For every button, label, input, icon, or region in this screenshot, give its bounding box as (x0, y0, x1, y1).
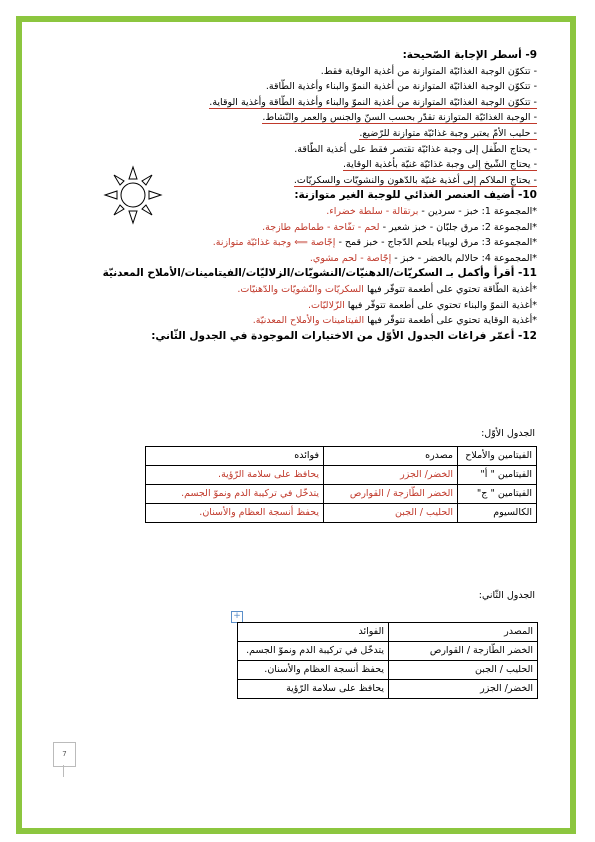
answer-cell: يتدخّل في تركيبة الدم ونموّ الجسم. (146, 485, 324, 504)
completion-line: *أغذية النموّ والبناء تحتوي على أطعمة تتوفّر فيها الزّلاليّات. (307, 299, 537, 311)
table-1 (145, 446, 537, 523)
header-cell: مصدره (324, 447, 458, 466)
table-row (238, 680, 538, 699)
answer-cell: يحفظ أنسجة العظام والأسنان. (146, 504, 324, 523)
group-answer: لحم - تفّاحة - طماطم طازجة. (262, 221, 380, 233)
section-9-title: 9- أسطر الإجابة الصّحيحة: (402, 49, 537, 61)
table-row (146, 485, 537, 504)
table-2 (237, 622, 538, 699)
header-cell: المصدر (389, 623, 538, 642)
table-cell: يتدخّل في تركيبة الدم ونموّ الجسم. (238, 642, 389, 661)
completion-line: *أغذية الطّاقة تحتوي على أطعمة تتوفّر فيها السكريّات والنّشويّات والدّهنيّات. (237, 283, 537, 295)
group-line: *المجموعة 1: خبز - سردين - برتقالة - سلطة خضراء. (326, 205, 537, 217)
table-cell: الفيتامين " ج" (458, 485, 537, 504)
section-11-title: 11- أقرأ وأكمل بـ السكريّات/الدهنيّات/النشويّات/الزلاليّات/الفيتامينات/الأملاح المعدنيّة (102, 267, 537, 280)
completion-line: *أغذية الوقاية تحتوي على أطعمة تتوفّر فيها الفيتامينات والأملاح المعدنيّة. (252, 315, 537, 327)
table-1-caption: الجدول الأوّل: (481, 428, 535, 439)
answer-cell: يحافظ على سلامة الرّؤية. (146, 466, 324, 485)
statement-line-underlined: - الوجبة الغذائيّة المتوازنة تقدّر بحسب السنّ والجنس والعمر والنّشاط. (262, 112, 537, 124)
answer-cell: الخضر الطّازجة / القوارص (324, 485, 458, 504)
statement-line-underlined: - حليب الأمّ يعتبر وجبة غذائيّة متوازنة للرّضيع. (359, 127, 537, 139)
table-row (238, 661, 538, 680)
completion-answer: السكريّات والنّشويّات والدّهنيّات. (237, 283, 364, 295)
table-header-row (238, 623, 538, 642)
table-cell: الحليب / الجبن (389, 661, 538, 680)
table-move-handle-icon[interactable]: + (231, 611, 243, 623)
table-row (146, 504, 537, 523)
group-answer: برتقالة - سلطة خضراء. (326, 205, 419, 217)
section-12-title: 12- أعمّر فراغات الجدول الأوّل من الاختيارات الموجودة في الجدول الثّاني: (151, 329, 537, 342)
group-answer: إجّاصة - لحم مشوي. (309, 252, 392, 264)
statement-line-underlined: - تتكوّن الوجبة الغذائيّة المتوازنة من أغذية النموّ والبناء وأغذية الطّاقة وأغذية الوقاية. (209, 96, 537, 108)
answer-cell: الحليب / الجبن (324, 504, 458, 523)
group-answer: إجّاصة ⟸ وجبة غذائيّة متوازنة. (212, 237, 336, 249)
table-row (146, 466, 537, 485)
table-row (238, 642, 538, 661)
group-line: *المجموعة 2: مرق جلبّان - خبز شعير - لحم - تفّاحة - طماطم طازجة. (262, 221, 537, 233)
table-cell: الخضر الطّازجة / القوارص (389, 642, 538, 661)
page-number: 7 (53, 742, 76, 767)
header-cell: الفيتامين والأملاح (458, 447, 537, 466)
table-header-row (146, 447, 537, 466)
statement-line: - تتكوّن الوجبة الغذائيّة المتوازنة من أغذية النموّ والبناء وأغذية الطّاقة. (265, 81, 537, 93)
statement-line: - يحتاج الطّفل إلى وجبة غذائيّة تقتصر فقط على أغذية الطّاقة. (294, 143, 537, 155)
table-cell: الفيتامين " أ" (458, 466, 537, 485)
page-number-tick (63, 765, 64, 777)
header-cell: فوائده (146, 447, 324, 466)
header-cell: الفوائد (238, 623, 389, 642)
statement-line-underlined: - يحتاج الشّيخ إلى وجبة غذائيّة غنيّة بأغذية الوقاية. (343, 159, 537, 171)
table-cell: يحافظ على سلامة الرّؤية (238, 680, 389, 699)
completion-answer: الفيتامينات والأملاح المعدنيّة. (252, 315, 365, 327)
group-line: *المجموعة 3: مرق لوبياء بلحم الدّجاج - خبز قمح - إجّاصة ⟸ وجبة غذائيّة متوازنة. (212, 237, 537, 249)
table-cell: الخضر/ الجزر (389, 680, 538, 699)
statement-line: - تتكوّن الوجبة الغذائيّة المتوازنة من أغذية الوقاية فقط. (320, 65, 537, 77)
worksheet-content (30, 48, 537, 344)
answer-cell: الخضر/ الجزر (324, 466, 458, 485)
group-line: *المجموعة 4: حالالم بالخضر - خبز - إجّاصة - لحم مشوي. (309, 252, 537, 264)
table-2-caption: الجدول الثّاني: (478, 590, 535, 601)
completion-answer: الزّلاليّات. (307, 299, 345, 311)
section-9-list (30, 64, 537, 189)
section-10-title: 10- أضيف العنصر الغذائي للوجبة الغير متوازنة: (294, 189, 537, 202)
table-cell: يحفظ أنسجة العظام والأسنان. (238, 661, 389, 680)
statement-line-underlined: - يحتاج الملاكم إلى أغذية غنيّة بالدّهون والنشويّات والسكريّات. (293, 174, 537, 186)
table-cell: الكالسيوم (458, 504, 537, 523)
